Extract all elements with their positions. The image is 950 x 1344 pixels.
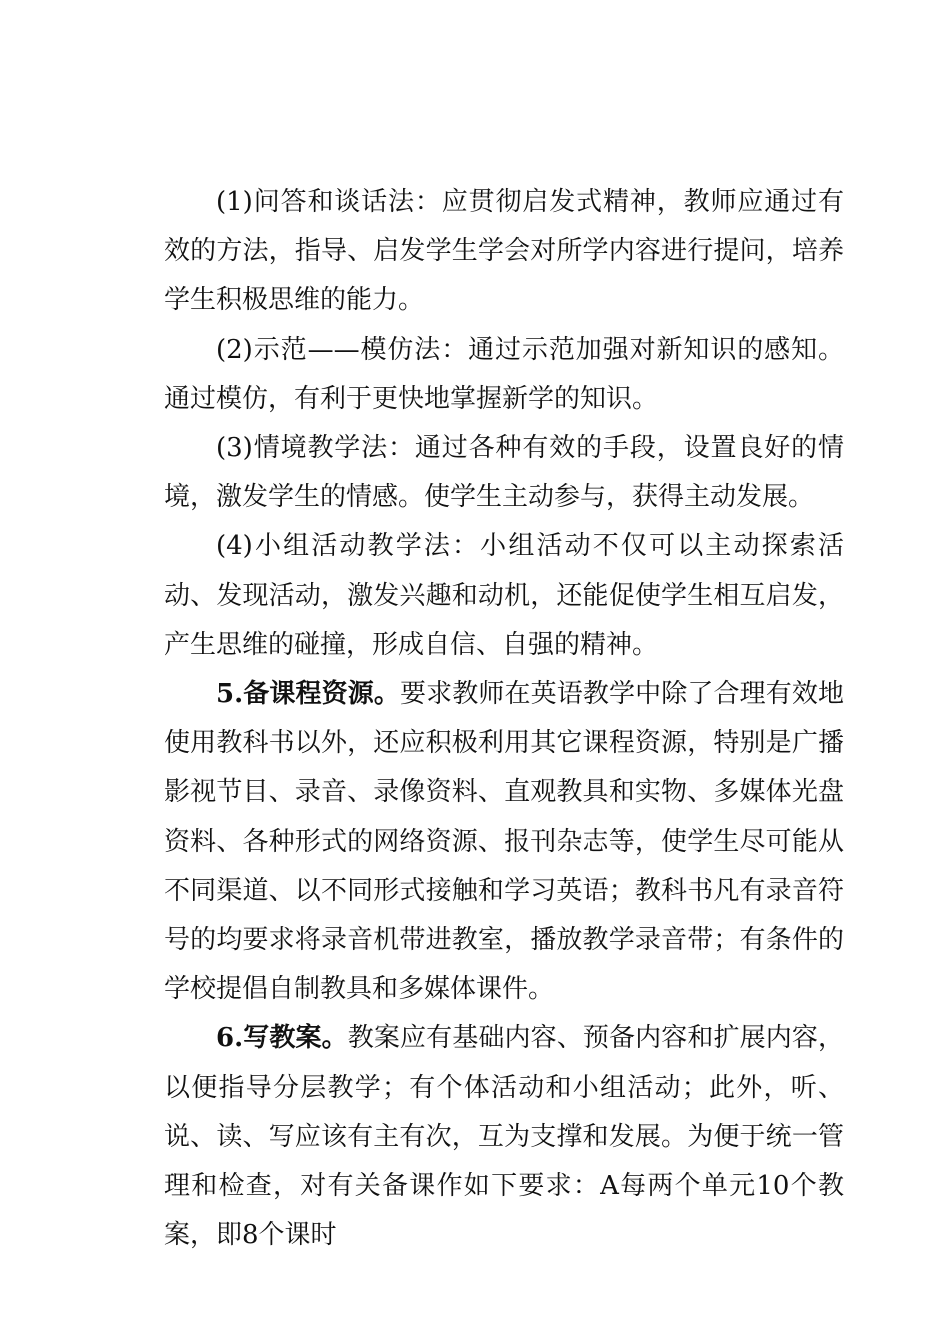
paragraph-lesson-plan xyxy=(164,1014,844,1260)
paragraph-text: (2)示范——模仿法：通过示范加强对新知识的感知。通过模仿，有利于更快地掌握新学的知识。 xyxy=(164,334,844,414)
section-heading-5: 5.备课程资源。 xyxy=(216,679,401,710)
paragraph-text: (4)小组活动教学法：小组活动不仅可以主动探索活动、发现活动，激发兴趣和动机，还能促使学生相互启发，产生思维的碰撞，形成自信、自强的精神。 xyxy=(164,531,844,660)
paragraph-text: 教案应有基础内容、预备内容和扩展内容，以便指导分层教学；有个体活动和小组活动；此外，听、说、读、写应该有主有次，互为支撑和发展。为便于统一管理和检查，对有关备课作如下要求：A每两个单元10个教案，即8个课时 xyxy=(164,1023,844,1251)
paragraph-text: 要求教师在英语教学中除了合理有效地使用教科书以外，还应积极利用其它课程资源，特别是广播影视节目、录音、录像资料、直观教具和实物、多媒体光盘资料、各种形式的网络资源、报刊杂志等，使学生尽可能从不同渠道、以不同形式接触和学习英语；教科书凡有录音符号的均要求将录音机带进教室，播放教学录音带；有条件的学校提倡自制教具和多媒体课件。 xyxy=(164,679,844,1005)
paragraph-method-3 xyxy=(164,424,844,522)
paragraph-course-resources xyxy=(164,670,844,1014)
document-body xyxy=(164,178,844,1260)
paragraph-text: (1)问答和谈话法：应贯彻启发式精神，教师应通过有效的方法，指导、启发学生学会对所学内容进行提问，培养学生积极思维的能力。 xyxy=(164,187,844,316)
paragraph-method-1 xyxy=(164,178,844,326)
paragraph-text: (3)情境教学法：通过各种有效的手段，设置良好的情境，激发学生的情感。使学生主动参与，获得主动发展。 xyxy=(164,433,844,513)
paragraph-method-4 xyxy=(164,522,844,670)
paragraph-method-2 xyxy=(164,326,844,424)
section-heading-6: 6.写教案。 xyxy=(216,1023,348,1054)
